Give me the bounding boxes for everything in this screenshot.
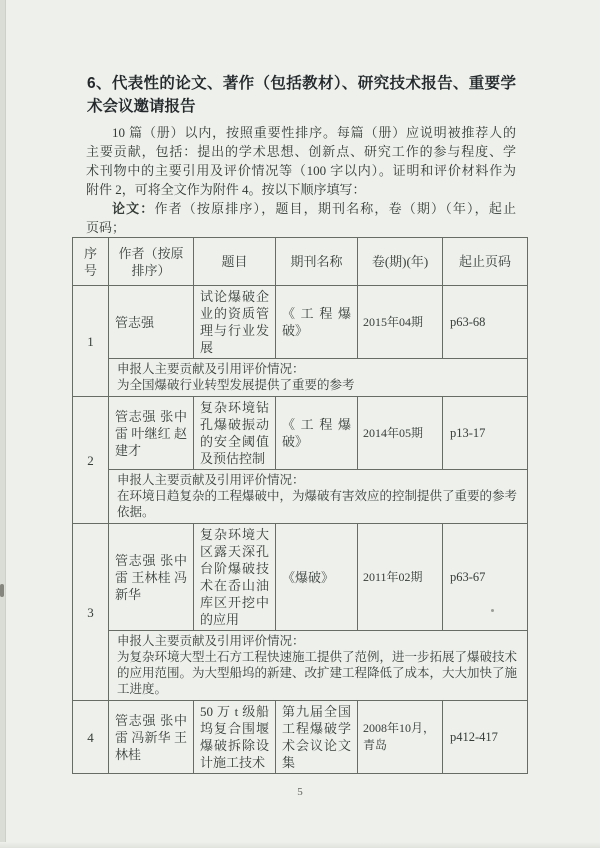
section-heading-line2: 术会议邀请报告 — [87, 98, 196, 115]
cell-volume: 2014 年 05 期 — [358, 397, 443, 470]
publications-table — [72, 237, 528, 774]
cell-authors: 管志强 张中雷 冯新华 王林桂 — [109, 701, 194, 774]
contribution-text: 为复杂环境大型土石方工程快速施工提供了范例，进一步拓展了爆破技术的应用范围。为大型船坞的新建、改扩建工程降低了成本，大大加快了施工进度。 — [117, 650, 518, 696]
page-number: 5 — [297, 786, 303, 798]
table-row — [73, 397, 528, 470]
section-heading-line1: 6、代表性的论文、著作（包括教材）、研究技术报告、重要学 — [87, 75, 516, 92]
contribution-row — [73, 631, 528, 701]
intro-line-paper-format — [86, 199, 516, 218]
section-heading — [87, 72, 516, 118]
col-header-volume: 卷(期)(年) — [358, 238, 443, 286]
cell-journal: 《爆破》 — [276, 524, 358, 631]
cell-authors: 管志强 张中雷 叶继红 赵建才 — [109, 397, 194, 470]
cell-contribution — [109, 470, 528, 524]
contribution-row — [73, 470, 528, 524]
table-row — [73, 701, 528, 774]
cell-seq: 1 — [73, 286, 109, 397]
cell-title: 50 万 t 级船坞复合围堰爆破拆除设计施工技术 — [194, 701, 276, 774]
contribution-label: 申报人主要贡献及引用评价情况： — [117, 362, 305, 376]
cell-title: 复杂环境大区露天深孔台阶爆破技术在岙山油库区开挖中的应用 — [194, 524, 276, 631]
intro-line: 附件 2，可将全文作为附件 4。按以下顺序填写： — [86, 182, 366, 197]
cell-seq: 3 — [73, 524, 109, 701]
cell-contribution — [109, 359, 528, 397]
cell-seq: 4 — [73, 701, 109, 774]
cell-title: 复杂环境钻孔爆破振动的安全阈值及预估控制 — [194, 397, 276, 470]
col-header-title: 题目 — [194, 238, 276, 286]
intro-line: 主要贡献，包括：提出的学术思想、创新点、研究工作的参与程度、学 — [86, 144, 516, 159]
col-header-authors: 作者（按原排序） — [109, 238, 194, 286]
contribution-text: 为全国爆破行业转型发展提供了重要的参考 — [117, 378, 355, 392]
cell-title: 试论爆破企业的资质管理与行业发展 — [194, 286, 276, 359]
cell-volume: 2015 年 04 期 — [358, 286, 443, 359]
cell-authors: 管志强 — [109, 286, 194, 359]
table-row — [73, 286, 528, 359]
table-row — [73, 524, 528, 631]
contribution-label: 申报人主要贡献及引用评价情况： — [117, 634, 305, 648]
col-header-journal: 期刊名称 — [276, 238, 358, 286]
col-header-pages: 起止页码 — [443, 238, 528, 286]
intro-paragraph — [86, 123, 516, 237]
cell-pages: p63-67 — [443, 524, 528, 631]
cell-volume: 2008 年 10 月， 青岛 — [358, 701, 443, 774]
cell-journal: 《工程爆破》 — [276, 286, 358, 359]
document-page — [0, 72, 600, 774]
cell-journal: 《工程爆破》 — [276, 397, 358, 470]
paper-format-label: 论文： — [112, 201, 155, 216]
intro-line: 10 篇（册）以内，按照重要性排序。每篇（册）应说明被推荐人的 — [112, 125, 516, 140]
contribution-text: 在环境日趋复杂的工程爆破中，为爆破有害效应的控制提供了重要的参考依据。 — [117, 489, 518, 519]
cell-authors: 管志强 张中雷 王林桂 冯新华 — [109, 524, 194, 631]
cell-seq: 2 — [73, 397, 109, 524]
cell-contribution — [109, 631, 528, 701]
cell-pages: p412-417 — [443, 701, 528, 774]
table-header-row — [73, 238, 528, 286]
cell-pages: p13-17 — [443, 397, 528, 470]
contribution-label: 申报人主要贡献及引用评价情况： — [117, 473, 305, 487]
scan-bottom-shadow — [0, 842, 600, 848]
contribution-row — [73, 359, 528, 397]
cell-volume: 2011 年 02 期 — [358, 524, 443, 631]
cell-journal: 第九届全国工程爆破学术会议论文集 — [276, 701, 358, 774]
col-header-seq: 序号 — [73, 238, 109, 286]
intro-line: 页码； — [86, 220, 126, 235]
paper-format-text: 作者（按原排序），题目，期刊名称，卷（期）（年），起止 — [154, 201, 516, 216]
intro-line: 术刊物中的主要引用及评价情况等（100 字以内）。证明和评价材料作为 — [86, 163, 516, 178]
cell-pages: p63-68 — [443, 286, 528, 359]
